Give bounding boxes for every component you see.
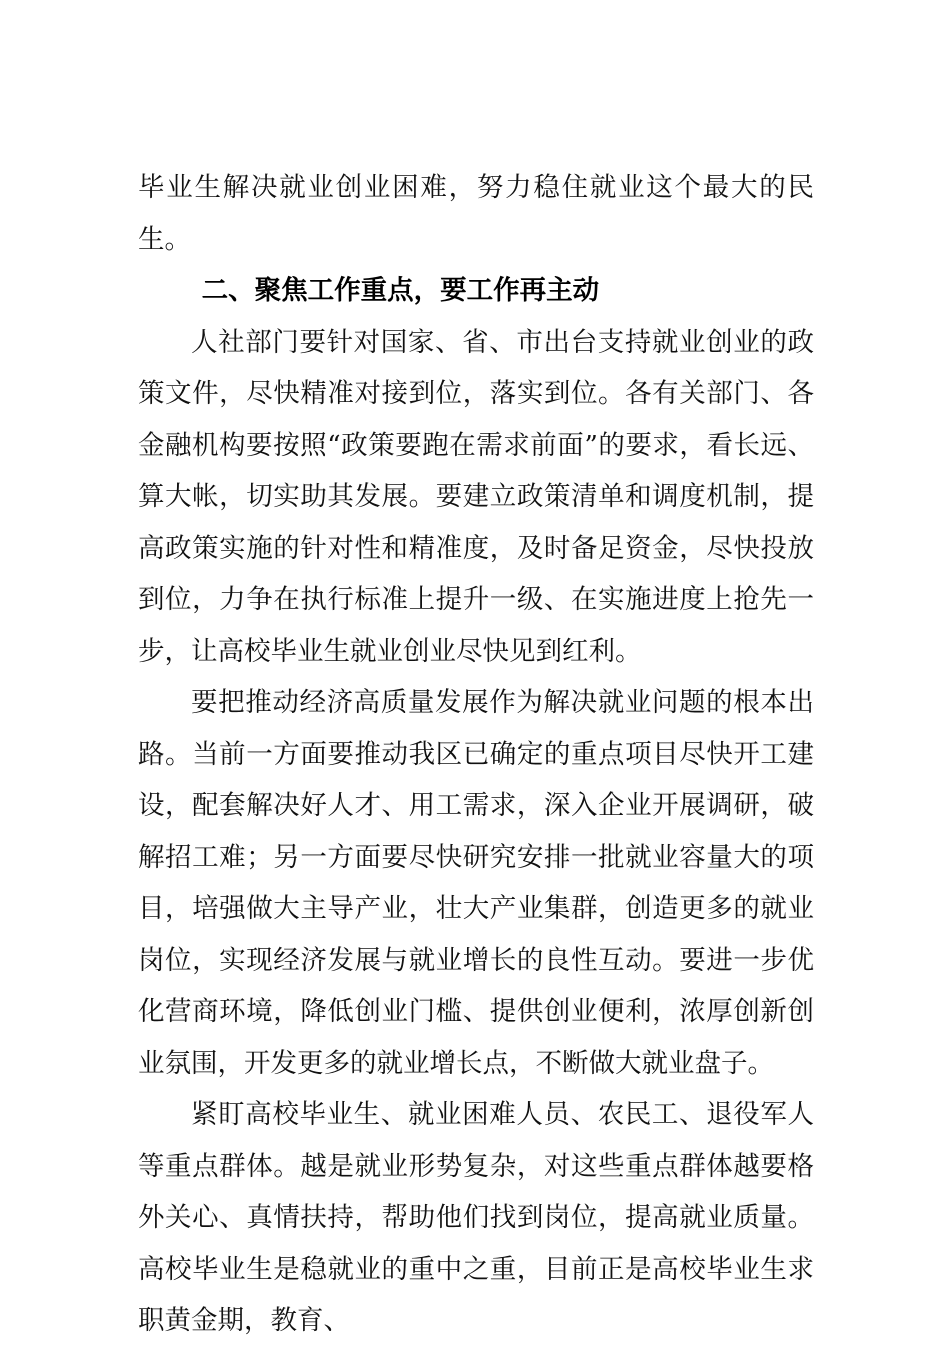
document-body — [138, 162, 814, 1347]
section-heading: 二、聚焦工作重点，要工作再主动 — [201, 275, 600, 306]
body-paragraph-economy: 要把推动经济高质量发展作为解决就业问题的根本出路。当前一方面要推动我区已确定的重点项目尽快开工建设，配套解决好人才、用工需求，深入企业开展调研，破解招工难；另一方面要尽快研究安排一批就业容量大的项目，培强做大主导产业，壮大产业集群，创造更多的就业岗位，实现经济发展与就业增长的良性互动。要进一步优化营商环境，降低创业门槛、提供创业便利，浓厚创新创业氛围，开发更多的就业增长点，不断做大就业盘子。 — [138, 687, 814, 1079]
body-paragraph-policy: 人社部门要针对国家、省、市出台支持就业创业的政策文件，尽快精准对接到位，落实到位。各有关部门、各金融机构要按照“政策要跑在需求前面”的要求，看长远、算大帐，切实助其发展。要建立政策清单和调度机制，提高政策实施的针对性和精准度，及时备足资金，尽快投放到位，力争在执行标准上提升一级、在实施进度上抢先一步，让高校毕业生就业创业尽快见到红利。 — [138, 326, 814, 667]
body-paragraph-key-groups: 紧盯高校毕业生、就业困难人员、农民工、退役军人等重点群体。越是就业形势复杂，对这些重点群体越要格外关心、真情扶持，帮助他们找到岗位，提高就业质量。高校毕业生是稳就业的重中之重，目前正是高校毕业生求职黄金期，教育、 — [138, 1099, 814, 1336]
continuation-paragraph: 毕业生解决就业创业困难，努力稳住就业这个最大的民生。 — [138, 172, 814, 255]
